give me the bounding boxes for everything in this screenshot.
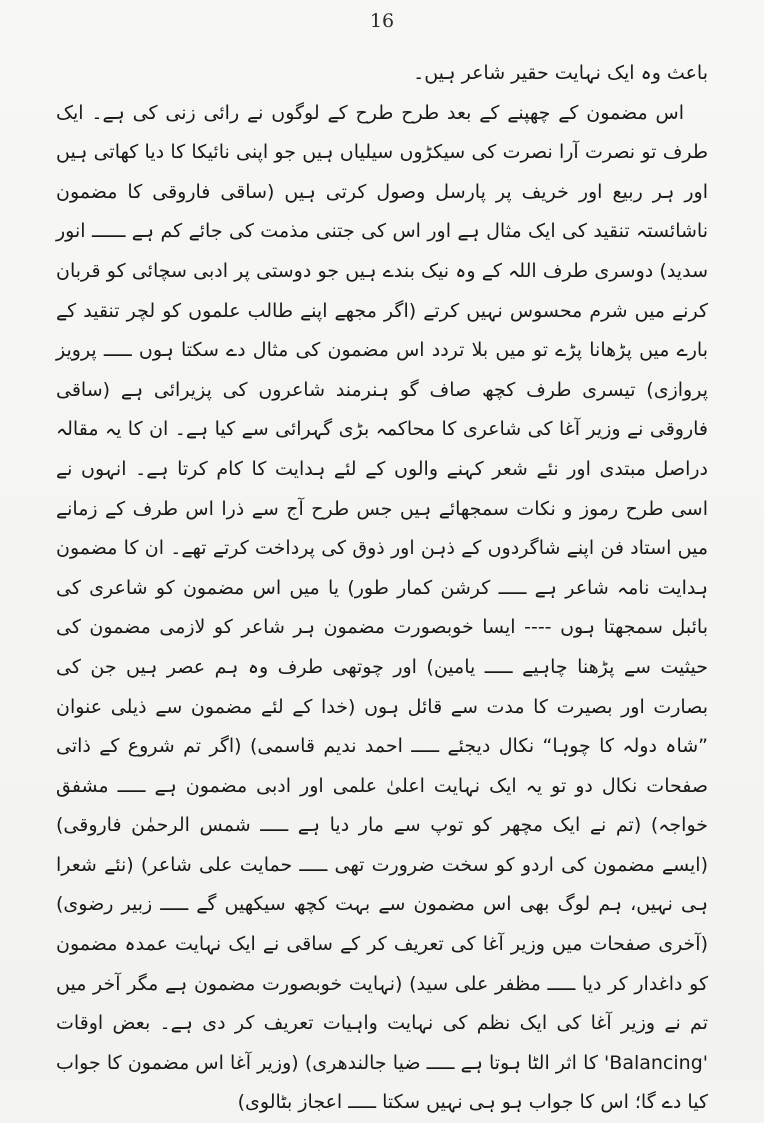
page-body <box>56 54 708 1123</box>
main-paragraph <box>56 94 708 1123</box>
page-number: 16 <box>369 10 395 32</box>
opening-line: باعث وہ ایک نہایت حقیر شاعر ہیں۔ <box>413 62 708 84</box>
main-paragraph-text: اس مضمون کے چھپنے کے بعد طرح طرح کے لوگوں نے رائی زنی کی ہے۔ ایک طرف تو نصرت آرا نصرت کی سیکڑوں سیلیاں ہیں جو اپنی نائیکا کا دیا کھاتی ہیں اور ہر ربیع اور خریف پر پارسل وصول کرتی ہیں (ساقی فاروقی کا مضمون ناشائستہ تنقید کی ایک مثال ہے اور اس کی جتنی مذمت کی جائے کم ہے ــــــ انور سدید) دوسری طرف اللہ کے وہ نیک بندے ہیں جو دوستی پر ادبی سچائی کو قربان کرنے میں شرم محسوس نہیں کرتے (اگر مجھے اپنے طالب علموں کو لچر تنقید کے بارے میں پڑھانا پڑے تو میں بلا تردد اس مضمون کی مثال دے سکتا ہوں ـــــ پرویز پروازی) تیسری طرف کچھ صاف گو ہنرمند شاعروں کی پزیرائی ہے (ساقی فاروقی نے وزیر آغا کی شاعری کا محاکمہ بڑی گہرائی سے کیا ہے۔ ان کا یہ مقالہ دراصل مبتدی اور نئے شعر کہنے والوں کے لئے ہدایت کا کام کرتا ہے۔ انہوں نے اسی طرح رموز و نکات سمجھائے ہیں جس طرح آج سے ذرا اس طرف کے زمانے میں استاد فن اپنے شاگردوں کے ذہن اور ذوق کی پرداخت کرتے تھے۔ ان کا مضمون ہدایت نامہ شاعر ہے ـــــ کرشن کمار طور) یا میں اس مضمون کو شاعری کی بائبل سمجھتا ہوں ---- ایسا خوبصورت مضمون ہر شاعر کو لازمی مضمون کی حیثیت سے پڑھنا چاہیے ـــــ یامین) اور چوتھی طرف وہ ہم عصر ہیں جن کی بصارت اور بصیرت کا مدت سے قائل ہوں (خدا کے لئے مضمون سے ذیلی عنوان ”شاہ دولہ کا چوہا“ نکال دیجئے ـــــ احمد ندیم قاسمی) (اگر تم شروع کے ذاتی صفحات نکال دو تو یہ ایک نہایت اعلیٰ علمی اور ادبی مضمون ہے ـــــ مشفق خواجہ) (تم نے ایک مچھر کو توپ سے مار دیا ہے ـــــ شمس الرحمٰن فاروقی) (ایسے مضمون کی اردو کو سخت ضرورت تھی ـــــ حمایت علی شاعر) (نئے شعرا ہی نہیں، ہم لوگ بھی اس مضمون سے بہت کچھ سیکھیں گے ـــــ زبیر رضوی) (آخری صفحات میں وزیر آغا کی تعریف کر کے ساقی نے ایک نہایت عمدہ مضمون کو داغدار کر دیا ـــــ مظفر علی سید) (نہایت خوبصورت مضمون ہے مگر آخر میں تم نے وزیر آغا کی ایک نظم کی نہایت واہیات تعریف کر دی ہے۔ بعض اوقات 'Balancing' کا اثر الٹا ہوتا ہے ـــــ ضیا جالندھری) (وزیر آغا اس مضمون کا جواب کیا دے گا؛ اس کا جواب ہو ہی نہیں سکتا ـــــ اعجاز بٹالوی) <box>56 101 708 1114</box>
